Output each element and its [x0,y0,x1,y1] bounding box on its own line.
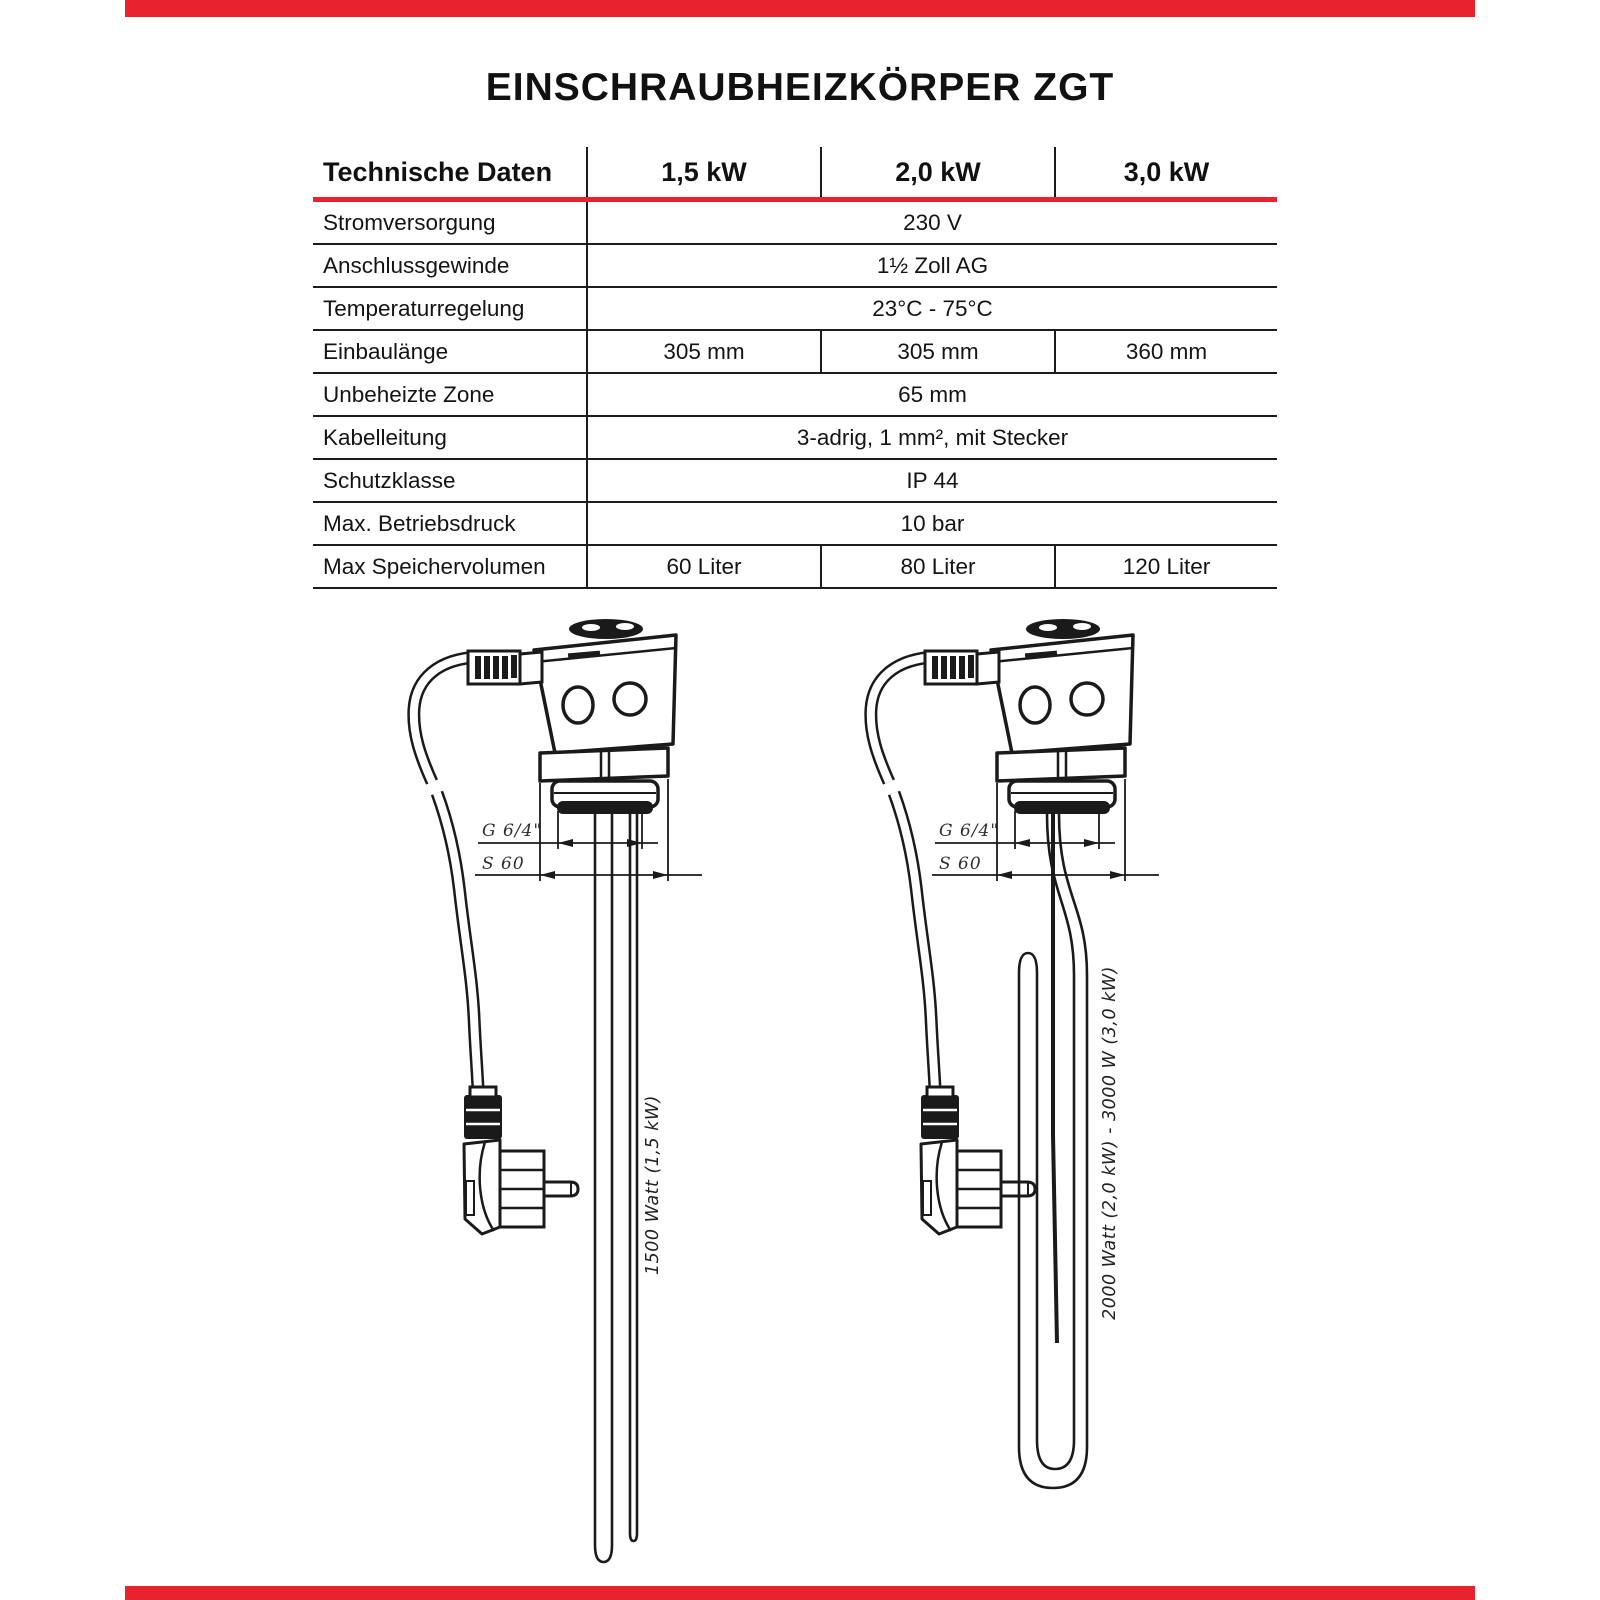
wrench-size-label: S 60 [939,854,982,874]
spec-value: 3-adrig, 1 mm², mit Stecker [587,416,1277,459]
heating-rods-hairpin [1019,814,1087,1488]
spec-value: 60 Liter [587,545,821,588]
bottom-red-bar [125,1586,1475,1600]
spec-label: Unbeheizte Zone [313,373,587,416]
table-header-row [313,147,1277,200]
table-row-unbeheizte-zone [313,373,1277,416]
diagram-heating-element-2000-3000w [847,595,1187,1530]
spec-value: 120 Liter [1055,545,1277,588]
spec-value: 230 V [903,209,962,235]
spec-label: Kabelleitung [313,416,587,459]
spec-label: Anschlussgewinde [313,244,587,287]
column-header-1-5kw: 1,5 kW [587,147,821,200]
spec-value: 360 mm [1055,330,1277,373]
column-header-label: Technische Daten [313,147,587,200]
column-header-3-0kw: 3,0 kW [1055,147,1277,200]
thermostat-head [925,619,1133,814]
table-row-einbaulaenge [313,330,1277,373]
spec-label: Temperaturregelung [313,287,587,330]
table-row-max-speichervolumen [313,545,1277,588]
spec-value: 23°C - 75°C [587,287,1277,330]
heating-rods-straight [595,814,637,1562]
power-rating-label: 1500 Watt (1,5 kW) [643,1095,663,1275]
spec-value: 305 mm [821,330,1055,373]
table-row-temperaturregelung [313,287,1277,330]
column-header-2-0kw: 2,0 kW [821,147,1055,200]
spec-label: Einbaulänge [313,330,587,373]
dimension-arrows [540,839,668,879]
spec-value: IP 44 [587,459,1277,502]
top-red-bar [125,0,1475,17]
schuko-plug [464,1087,578,1234]
power-cable [414,657,478,1089]
thread-dimension-label: G 6/4" [939,821,1000,841]
thermostat-head [468,619,676,814]
spec-label: Stromversorgung [313,200,587,245]
power-cable [871,657,935,1089]
spec-label: Schutzklasse [313,459,587,502]
spec-value: 65 mm [587,373,1277,416]
spec-value: 10 bar [587,502,1277,545]
diagram-heating-element-1500w [390,595,730,1585]
technical-data-table [313,147,1277,589]
thread-dimension-label: G 6/4" [482,821,543,841]
table-row-anschlussgewinde [313,244,1277,287]
power-rating-label: 2000 Watt (2,0 kW) - 3000 W (3,0 kW) [1100,966,1120,1320]
page-title: EINSCHRAUBHEIZKÖRPER ZGT [485,66,1115,109]
spec-value: 1½ Zoll AG [587,244,1277,287]
table-row-max-betriebsdruck [313,502,1277,545]
table-row-schutzklasse [313,459,1277,502]
spec-label: Max Speichervolumen [313,545,587,588]
wrench-size-label: S 60 [482,854,525,874]
table-row-kabelleitung [313,416,1277,459]
spec-value: 80 Liter [821,545,1055,588]
spec-value: 305 mm [587,330,821,373]
table-row-stromversorgung [313,200,1277,245]
spec-label: Max. Betriebsdruck [313,502,587,545]
